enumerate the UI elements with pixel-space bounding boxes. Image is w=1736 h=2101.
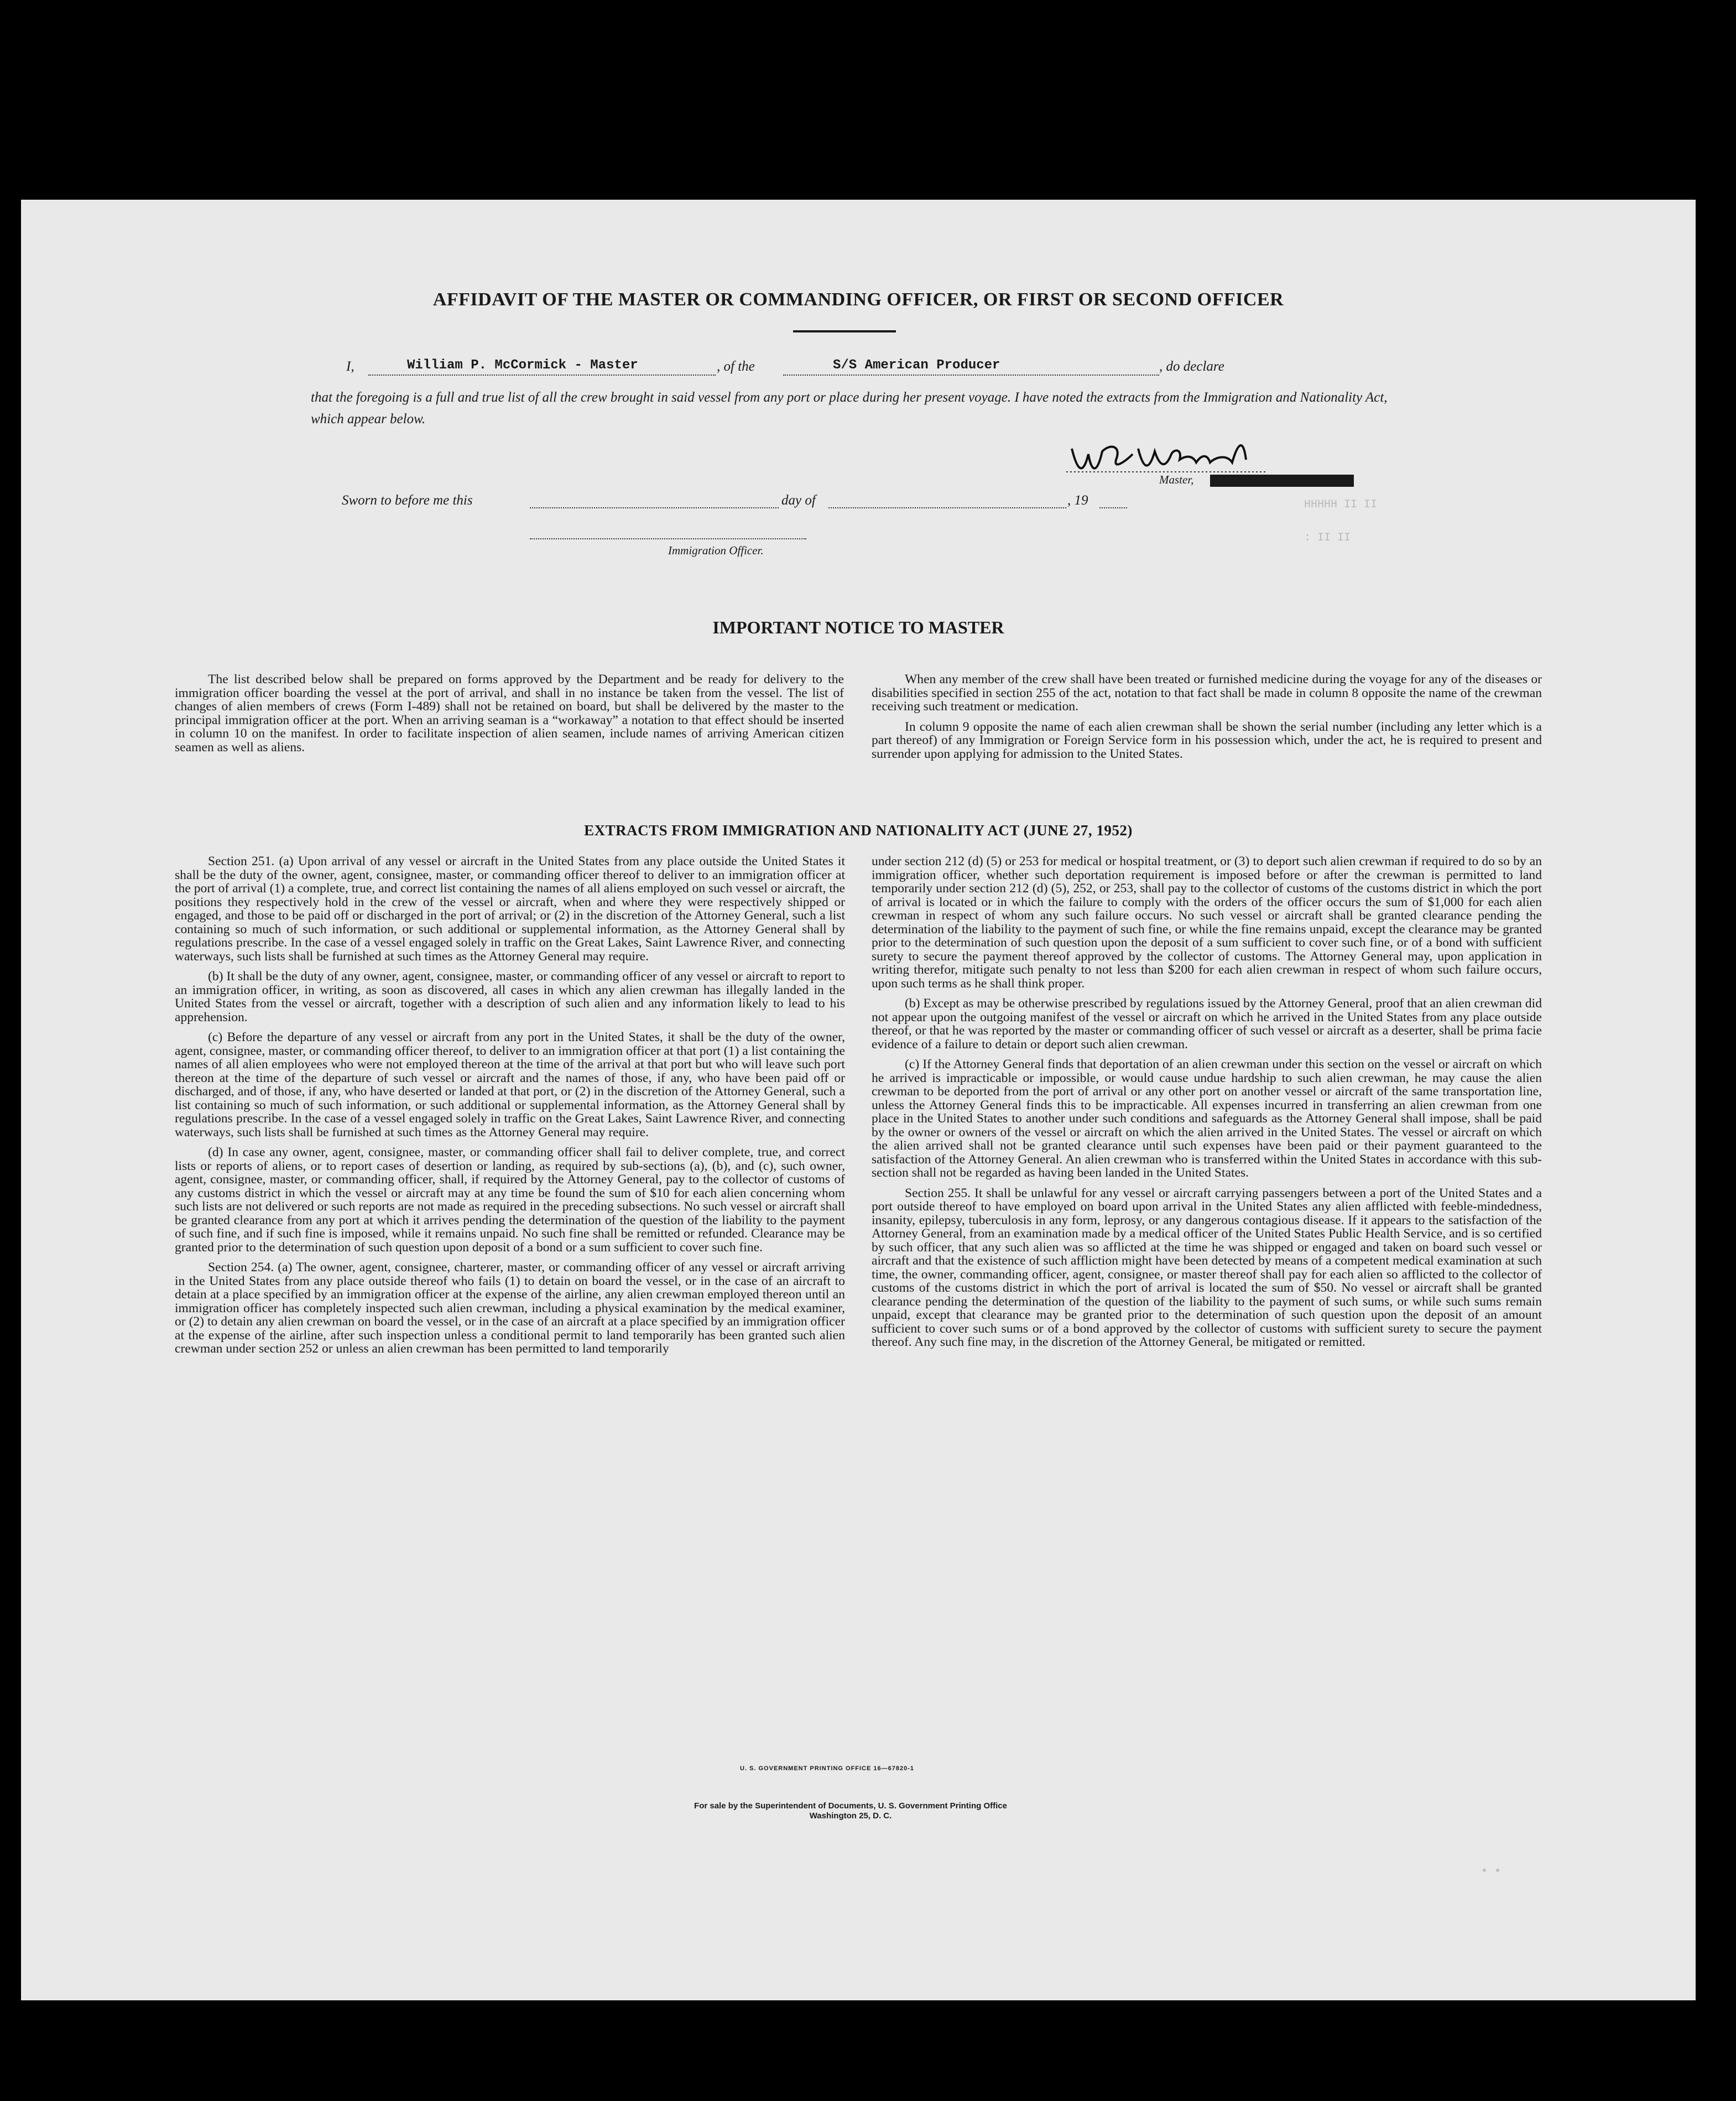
extract-paragraph: (c) If the Attorney General finds that deportation of an alien crewman under this section on the vessel or aircraft on which he arrived is impracticable or impossible, or would cause undue hardship to such alien crewman, he may cause the alien crewman to be deported from the port of arrival or any other port on another vessel or aircraft of the same transportation line, unless the Attorney General finds this to be impracticable. All expenses incurred in transferring an alien crewman from one place in the United States to another under such conditions and safeguards as the Attorney General shall impose, shall be paid by the owner or owners of the vessel or aircraft on which the alien arrived in the United States. The vessel or aircraft on which the alien arrived shall not be granted clearance until such expenses have been paid or their payment guaranteed to the satisfaction of the Attorney General. An alien crewman who is transferred within the United States in accordance with this sub-section shall not be regarded as having been landed in the United States. bbox=[872, 1057, 1542, 1180]
sworn-month-dotline bbox=[828, 507, 1066, 508]
year-label: , 19 bbox=[1067, 493, 1088, 508]
notice-paragraph: When any member of the crew shall have been treated or furnished medicine during the voyage for any of the diseases or disabilities specified in section 255 of the act, notation to that fact shall be made in column 8 opposite the name of the crewman receiving such treatment or medication. bbox=[872, 672, 1542, 714]
notice-paragraph: In column 9 opposite the name of each alien crewman shall be shown the serial number (including any letter which is a part thereof) of any Immigration or Foreign Service form in his possession which, under the act, he is required to present and surrender upon applying for admission to the United States. bbox=[872, 719, 1542, 761]
for-sale-imprint bbox=[629, 1801, 1072, 1821]
affidavit-page bbox=[21, 200, 1696, 2000]
extracts-title: EXTRACTS FROM IMMIGRATION AND NATIONALITY ACT (JUNE 27, 1952) bbox=[584, 822, 1133, 839]
extract-paragraph: (c) Before the departure of any vessel or aircraft from any port in the United States, it shall be the duty of the owner, agent, consignee, master, or commanding officer thereof, to deliver to an immigration officer at that port (1) a list containing the names of all alien employees who were not employed thereon at the time of the arrival at that port but who will leave such port thereon at the time of the departure of such vessel or aircraft and the names of those, if any, who have been paid off or discharged, and of those, if any, who have deserted or landed at that port, or (2) in the discretion of the Attorney General, such a list containing so much of such information, or such additional or supplemental information, as the Attorney General shall by regulations prescribe. In the case of a vessel engaged solely in traffic on the Great Lakes, Saint Lawrence River, and connecting waterways, such lists shall be furnished at such times as the Attorney General may require. bbox=[175, 1030, 845, 1140]
master-name-field[interactable]: William P. McCormick - Master bbox=[407, 358, 638, 373]
extract-paragraph: under section 212 (d) (5) or 253 for medical or hospital treatment, or (3) to deport such alien crewman if required to do so by an immigration officer, whether such deportation requirement is imposed before or after the crewman is permitted to land temporarily under section 212 (d) (5), 252, or 253, shall pay to the collector of customs of the customs district in which the port of arrival is located or in which the failure to comply with the orders of the officer occurs the sum of $1,000 for each alien crewman in respect of whom any such failure occurs. No such vessel or aircraft shall be granted clearance pending the determination of the liability to the payment of such fine, or while the fine remains unpaid, except the clearance may be granted prior to the determination of such question upon the deposit of a sum sufficient to cover such fine, or of a bond with sufficient surety to secure the payment thereof approved by the collector of customs. The Attorney General may, upon application in writing therefor, mitigate such penalty to not less than $200 for each alien crewman in respect of whom such failure occurs, upon such terms as he shall think proper. bbox=[872, 854, 1542, 991]
master-label: Master, bbox=[1159, 473, 1194, 486]
i-label: I, bbox=[346, 359, 355, 374]
of-the-label: , of the bbox=[717, 359, 755, 374]
notice-right-column bbox=[872, 673, 1542, 767]
bleed-through-text: ▪ ▪ bbox=[1481, 1865, 1502, 1878]
printing-office-imprint: U. S. GOVERNMENT PRINTING OFFICE 16—67820-1 bbox=[740, 1765, 915, 1772]
extract-paragraph: (b) It shall be the duty of any owner, agent, consignee, master, or commanding officer of any vessel or aircraft to report to an immigration officer, in writing, as soon as discovered, all cases in which any alien crewman has illegally landed in the United States from the vessel or aircraft, together with a description of such alien and any information likely to lead to his apprehension. bbox=[175, 969, 845, 1025]
for-sale-line-1: For sale by the Superintendent of Documents, U. S. Government Printing Office bbox=[694, 1801, 1007, 1811]
name-dotline bbox=[368, 375, 716, 376]
extracts-left-column bbox=[175, 855, 845, 1362]
sworn-year-dotline bbox=[1099, 507, 1127, 508]
sworn-day-dotline bbox=[530, 507, 779, 508]
affidavit-title: AFFIDAVIT OF THE MASTER OR COMMANDING OFFICER, OR FIRST OR SECOND OFFICER bbox=[432, 289, 1284, 310]
extract-paragraph: Section 251. (a) Upon arrival of any vessel or aircraft in the United States from any place outside the United States it shall be the duty of the owner, agent, consignee, master, or commanding officer thereof to deliver to an immigration officer at the port of arrival (1) a complete, true, and correct list containing the names of all aliens employed on such vessel or aircraft, the positions they respectively hold in the crew of the vessel or aircraft, when and where they were respectively shipped or engaged, and those to be paid off or discharged in the port of arrival; or (2) in the discretion of the Attorney General, such a list containing so much of such information, or such additional or supplemental information, as the Attorney General shall by regulations prescribe. In the case of a vessel engaged solely in traffic on the Great Lakes, Saint Lawrence River, and connecting waterways, such lists shall be furnished at such times as the Attorney General may require. bbox=[175, 854, 846, 964]
extract-paragraph: (b) Except as may be otherwise prescribed by regulations issued by the Attorney General, proof that an alien crewman did not appear upon the outgoing manifest of the vessel or aircraft on which he arrived in the United States from any place outside thereof, or that he was reported by the master or commanding officer of such vessel or aircraft as a deserter, shall be prima facie evidence of a failure to detain or deport such alien crewman. bbox=[872, 996, 1542, 1052]
notice-paragraph: The list described below shall be prepared on forms approved by the Department and be ready for delivery to the immigration officer boarding the vessel at the port of arrival, and shall in no instance be taken from the vessel. The list of changes of alien members of crews (Form I-489) shall not be retained on board, but shall be delivered by the master to the principal immigration officer at the port. When an arriving seaman is a “workaway” a notation to that effect should be inserted in column 10 on the manifest. In order to facilitate inspection of alien seamen, include names of arriving American citizen seamen as well as aliens. bbox=[175, 672, 844, 755]
bleed-through-text: HHHHH II II bbox=[1304, 498, 1378, 511]
declaration-text: that the foregoing is a full and true list of all the crew brought in said vessel from any port or place during her present voyage. I have noted the extracts from the Immigration and Nationality Act, which appear below. bbox=[311, 390, 1388, 427]
extract-paragraph: Section 255. It shall be unlawful for any vessel or aircraft carrying passengers between a port of the United States and a port outside thereof to have employed on board upon arrival in the United States any alien afflicted with feeble-mindedness, insanity, epilepsy, tuberculosis in any form, leprosy, or any dangerous contagious disease. If it appears to the satisfaction of the Attorney General, from an examination made by a medical officer of the United States Public Health Service, and is so certified by such officer, that any such alien was so afflicted at the time he was shipped or engaged and taken on board such vessel or aircraft and that the existence of such affliction might have been detected by means of a competent medical examination at such time, the owner, commanding officer, agent, consignee, or master thereof shall pay for each alien so afflicted to the collector of customs of the customs district in which the port of arrival is located the sum of $50. No vessel or aircraft shall be granted clearance pending the determination of the question of the liability to the payment of such sums, or while such sums remain unpaid, except that clearance may be granted prior to the determination of such question upon the deposit of an amount sufficient to cover such sums or of a bond approved by the collector of customs with sufficient surety to secure the payment thereof. Any such fine may, in the discretion of the Attorney General, be mitigated or remitted. bbox=[872, 1185, 1542, 1349]
extract-paragraph: (d) In case any owner, agent, consignee, master, or commanding officer shall fail to deliver complete, true, and correct lists or reports of aliens, or to report cases of desertion or landing, as required by sub-sections (a), (b), and (c), such owner, agent, consignee, master, or commanding officer, shall, if required by the Attorney General, pay to the collector of customs of any customs district in which the vessel or aircraft may at any time be found the sum of $10 for each alien concerning whom such lists are not delivered or such reports are not made as required in the preceding subsections. No such vessel or aircraft shall be granted clearance from any port at which it arrives pending the determination of the question of the liability to the payment of such fine, and if such fine is imposed, while it remains unpaid. No such fine shall be remitted or refunded. Clearance may be granted prior to the determination of such question upon deposit of a bond or a sum sufficient to cover such fine. bbox=[175, 1145, 845, 1255]
immigration-officer-dotline bbox=[530, 538, 806, 539]
do-declare-label: , do declare bbox=[1159, 359, 1224, 374]
sworn-line bbox=[342, 493, 1171, 513]
extracts-right-column bbox=[872, 855, 1542, 1356]
immigration-officer-label: Immigration Officer. bbox=[668, 544, 764, 557]
for-sale-line-2: Washington 25, D. C. bbox=[809, 1811, 892, 1821]
bleed-through-text: : II II bbox=[1304, 532, 1351, 544]
sworn-label: Sworn to before me this bbox=[342, 493, 473, 508]
title-underline bbox=[793, 330, 896, 332]
notice-left-column bbox=[175, 673, 844, 761]
struck-out-title bbox=[1210, 475, 1354, 487]
declarant-line bbox=[346, 359, 1397, 379]
day-of-label: day of bbox=[781, 493, 816, 508]
vessel-dotline bbox=[783, 375, 1159, 376]
notice-title: IMPORTANT NOTICE TO MASTER bbox=[712, 617, 1004, 637]
vessel-name-field[interactable]: S/S American Producer bbox=[833, 358, 1000, 373]
extract-paragraph: Section 254. (a) The owner, agent, consignee, charterer, master, or commanding officer of any vessel or aircraft arriving in the United States from any place outside thereof who fails (1) to detain on board the vessel, or in the case of an aircraft to detain at a place specified by an immigration officer at the expense of the airline, any alien crewman employed thereon until an immigration officer has completely inspected such alien crewman, including a physical examination by the medical examiner, or (2) to detain any alien crewman on board the vessel, or in the case of an aircraft at a place specified by an immigration officer at the expense of the airline, after such inspection unless a conditional permit to land temporarily has been granted such alien crewman under section 252 or unless an alien crewman has been permitted to land temporarily bbox=[175, 1260, 845, 1356]
